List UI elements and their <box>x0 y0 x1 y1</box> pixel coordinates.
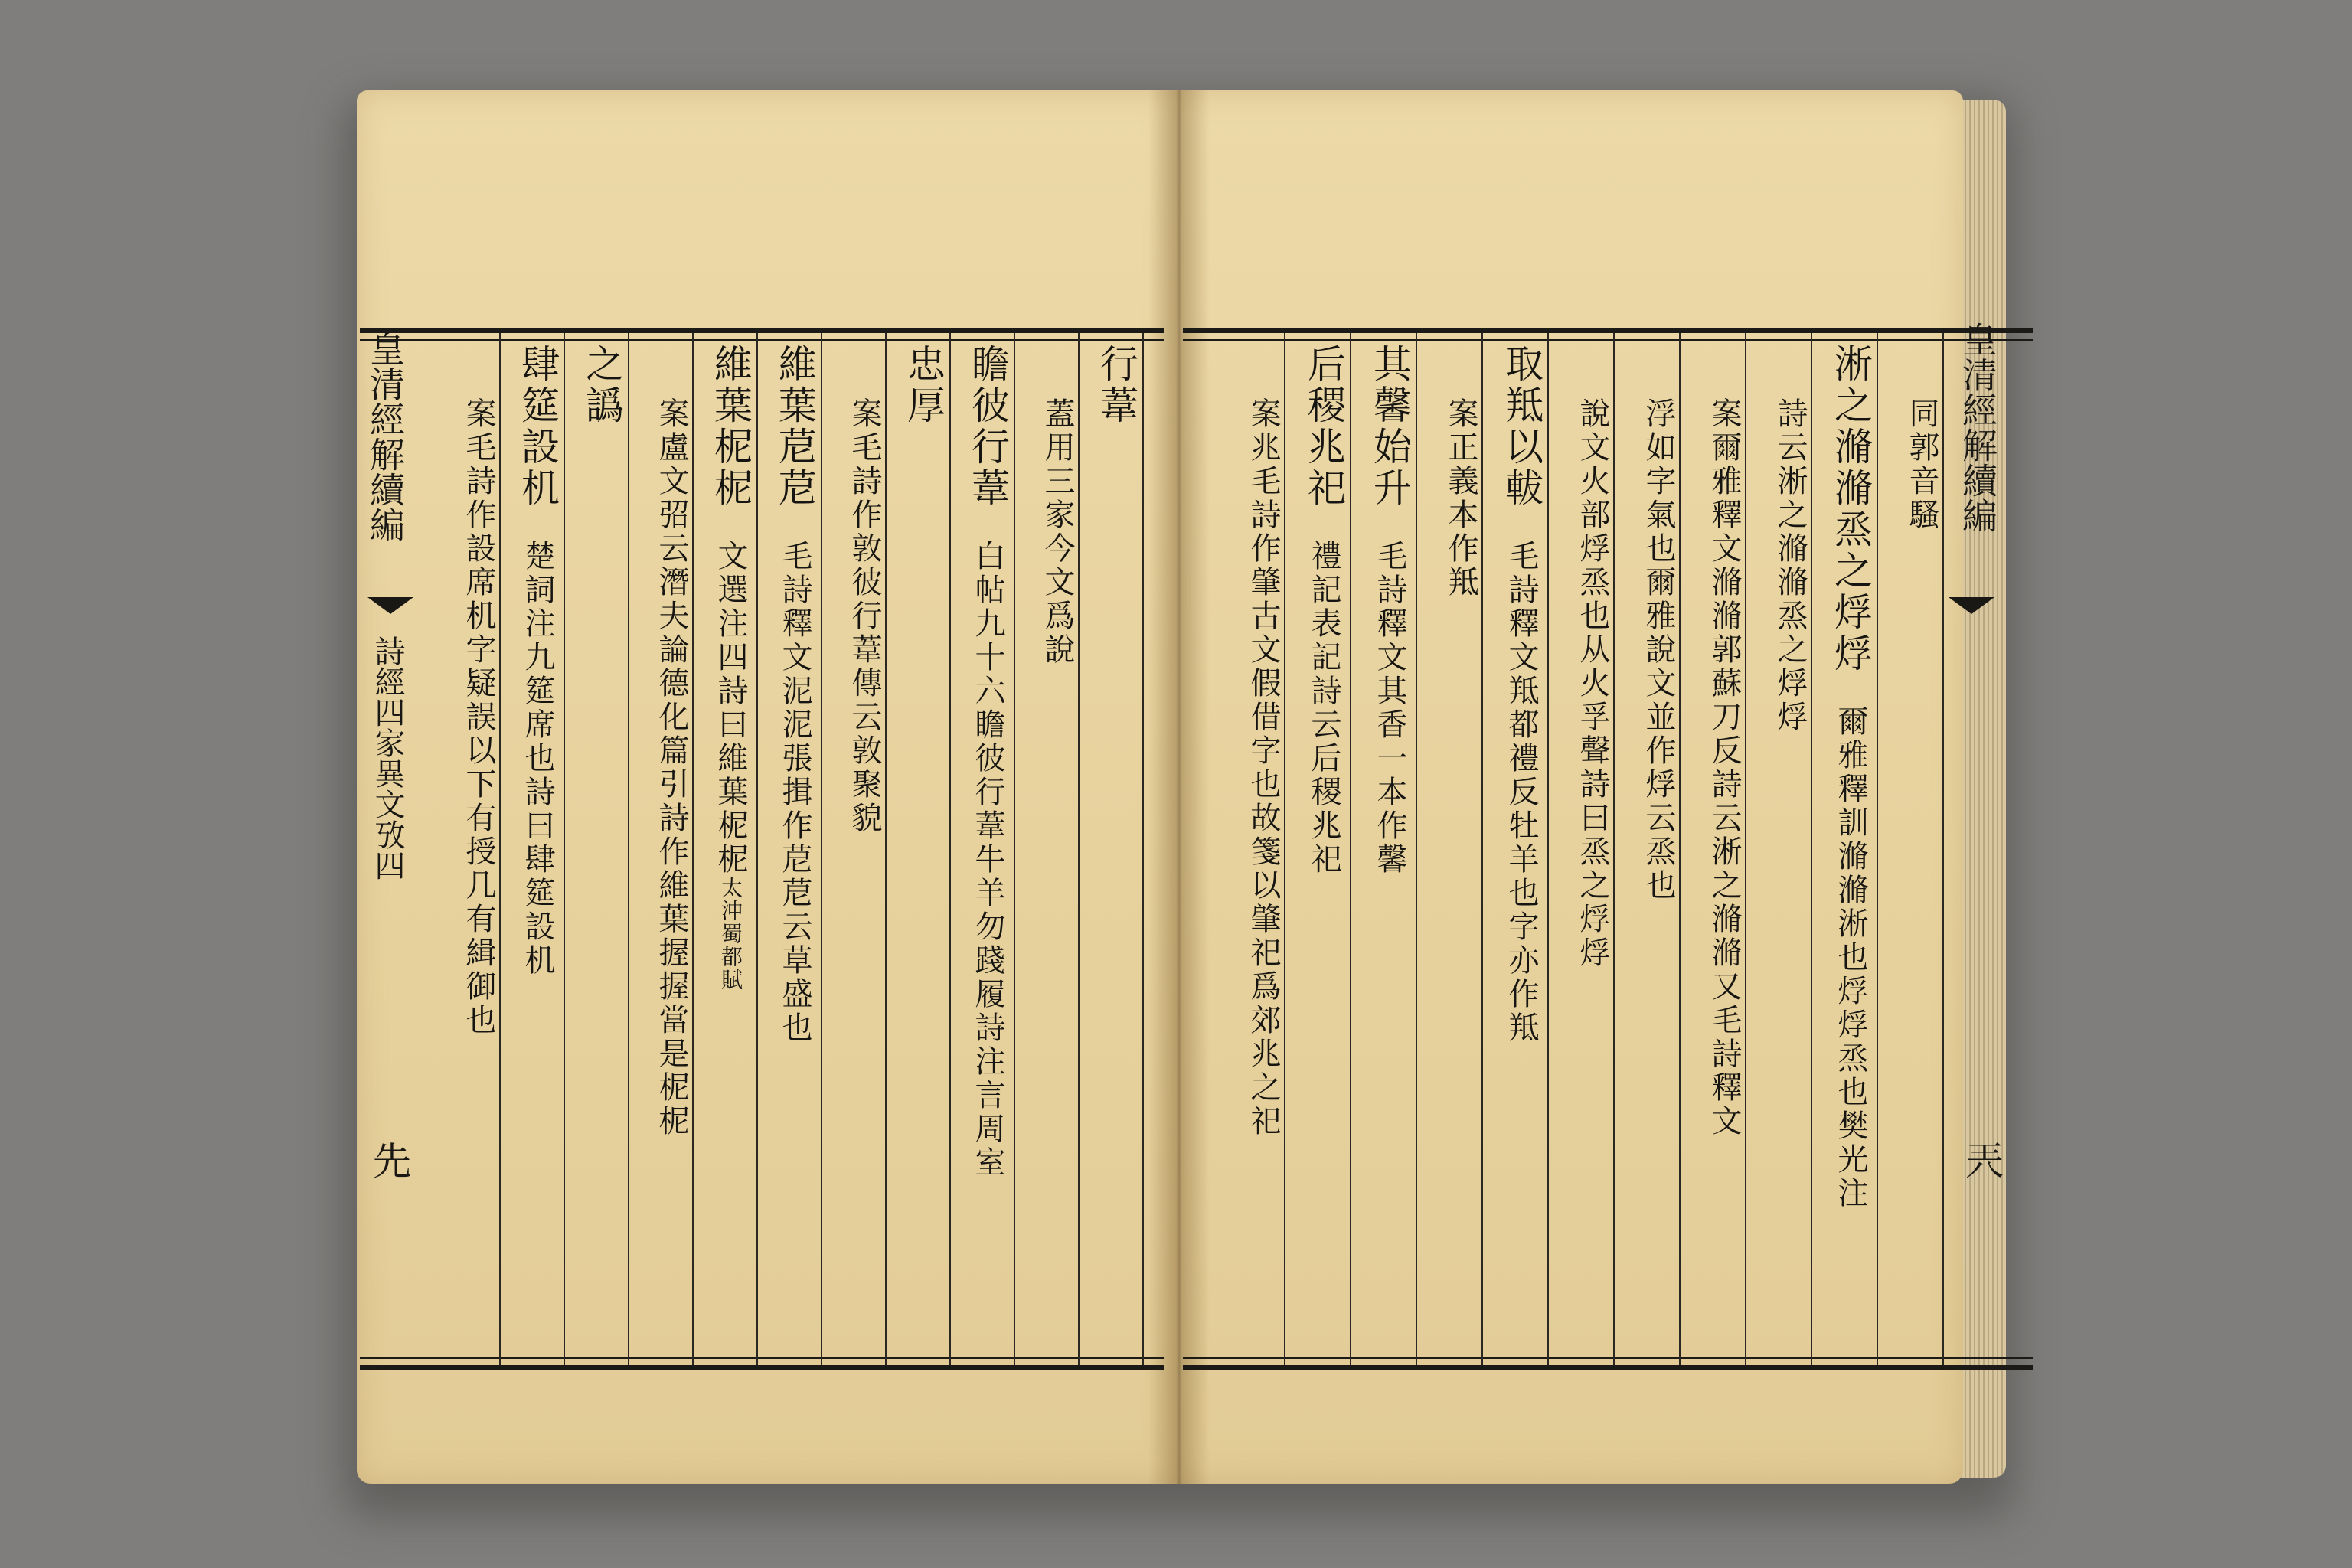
text-column <box>1031 344 1080 667</box>
text-column <box>1762 344 1812 734</box>
text-column <box>1498 344 1549 1045</box>
column-divider <box>949 333 951 1365</box>
text-column <box>1893 344 1944 532</box>
heading-text: 維葉苨苨 <box>773 344 817 509</box>
commentary-text: 白帖九十六瞻彼行葦牛羊勿踐履詩注言周室 <box>970 540 1005 1180</box>
text-column <box>966 344 1015 1180</box>
heading-text: 淅之滫滫烝之烰烰 <box>1828 344 1873 675</box>
commentary-text: 毛詩釋文泥泥張揖作苨苨云草盛也 <box>777 540 812 1045</box>
heading-text: 維葉柅柅 <box>708 344 753 509</box>
commentary-text: 蓋用三家今文爲說 <box>1040 397 1075 667</box>
heading-text: 之譌 <box>580 344 624 426</box>
left-margin-title: 皇清經解續編 <box>364 331 406 542</box>
note-text: 太沖蜀都賦 <box>718 877 743 991</box>
right-page-number: 兲 <box>1959 1141 2004 1179</box>
left-margin-subtitle: 詩經四家異文攷四 <box>370 635 405 880</box>
commentary-text: 毛詩釋文羝都禮反牡羊也字亦作羝 <box>1504 540 1539 1045</box>
commentary-text: 案正義本作羝 <box>1443 397 1478 599</box>
frame-rule <box>360 339 1164 341</box>
text-column <box>1630 344 1681 903</box>
commentary-text: 楚詞注九筵席也詩曰肆筵設机 <box>520 540 555 978</box>
commentary-text: 禮記表記詩云后稷兆祀 <box>1306 540 1341 877</box>
text-column <box>773 344 822 1045</box>
frame-rule <box>1183 339 2033 341</box>
heading-text: 忠厚 <box>901 344 946 426</box>
column-divider <box>1142 333 1144 1365</box>
frame-rule <box>360 1357 1164 1359</box>
text-column <box>1828 344 1878 1210</box>
text-column <box>1095 344 1144 457</box>
commentary-text: 詩云淅之滫滫烝之烰烰 <box>1772 397 1808 734</box>
frame-rule <box>1183 1357 2033 1359</box>
text-column <box>452 344 501 1037</box>
text-column <box>1564 344 1615 970</box>
text-column <box>1696 344 1746 1138</box>
column-divider <box>628 333 629 1365</box>
heading-text: 后稷兆祀 <box>1302 344 1346 509</box>
commentary-text: 爾雅釋訓滫滫淅也烰烰烝也樊光注 <box>1833 705 1868 1210</box>
right-margin-title: 皇清經解續編 <box>1957 322 1998 533</box>
commentary-text: 同郭音騷 <box>1904 397 1939 532</box>
commentary-text: 案毛詩作設席机字疑誤以下有授几有緝御也 <box>461 397 496 1037</box>
heading-text: 行葦 <box>1094 344 1138 426</box>
heading-text: 其馨始升 <box>1367 344 1412 509</box>
text-column <box>645 344 694 1138</box>
commentary-text: 浮如字氣也爾雅說文並作烰云烝也 <box>1641 397 1676 903</box>
commentary-text: 毛詩釋文其香一本作馨 <box>1372 540 1407 877</box>
text-column <box>709 344 758 991</box>
left-page-number: 先 <box>367 1141 411 1179</box>
heading-text: 肆筵設机 <box>515 344 560 509</box>
commentary-text: 案爾雅釋文滫滫郭蘇刀反詩云淅之滫滫又毛詩釋文 <box>1707 397 1742 1138</box>
text-column <box>516 344 565 978</box>
left-text-frame <box>360 328 1164 1370</box>
text-column <box>838 344 887 835</box>
commentary-text: 案盧文弨云潛夫論德化篇引詩作維葉握握當是柅柅 <box>654 397 689 1138</box>
text-column <box>902 344 951 457</box>
commentary-text: 案兆毛詩作肇古文假借字也故箋以肇祀爲郊兆之祀 <box>1246 397 1281 1138</box>
text-column <box>580 344 629 457</box>
heading-text: 瞻彼行葦 <box>965 344 1010 509</box>
text-column <box>1301 344 1351 877</box>
commentary-text: 案毛詩作敦彼行葦傳云敦聚貌 <box>847 397 882 835</box>
text-column <box>1432 344 1483 599</box>
right-text-frame <box>1183 328 2033 1370</box>
commentary-text: 說文火部烰烝也从火孚聲詩曰烝之烰烰 <box>1575 397 1610 970</box>
heading-text: 取羝以軷 <box>1499 344 1544 509</box>
text-column <box>1367 344 1417 877</box>
text-column <box>1235 344 1285 1138</box>
commentary-text: 文選注四詩曰維葉柅柅 <box>713 540 748 877</box>
